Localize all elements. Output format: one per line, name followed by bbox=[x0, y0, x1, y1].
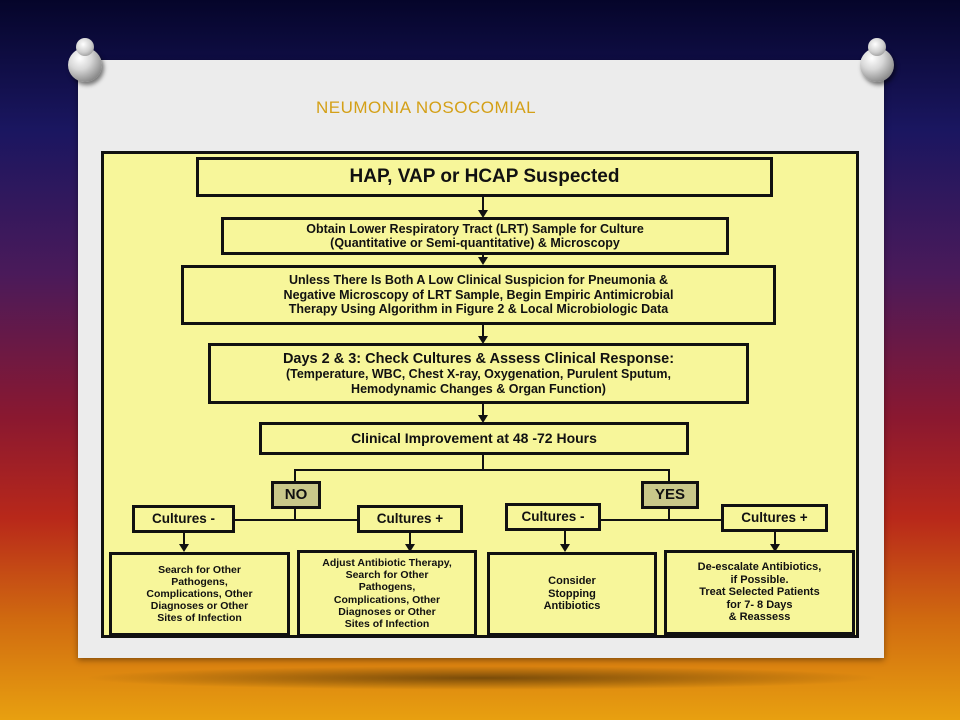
step-check-cultures-title: Days 2 & 3: Check Cultures & Assess Clinical Response: bbox=[282, 350, 675, 367]
outcome-yes-cultures-positive-text: De-escalate Antibiotics, if Possible. Treat Selected Patients for 7- 8 Days & Reassess bbox=[697, 560, 822, 624]
outcome-no-cultures-negative bbox=[109, 552, 290, 636]
yes-cultures-positive bbox=[721, 504, 828, 532]
step-empiric-therapy bbox=[181, 265, 776, 325]
no-cultures-positive bbox=[357, 505, 463, 533]
flowchart bbox=[101, 151, 859, 638]
no-branch-label bbox=[271, 481, 321, 509]
slide-shadow bbox=[82, 666, 882, 690]
connector bbox=[600, 519, 722, 521]
no-cultures-positive-text: Cultures + bbox=[376, 511, 444, 527]
no-cultures-negative bbox=[132, 505, 235, 533]
yes-branch-label-text: YES bbox=[654, 486, 685, 504]
outcome-no-cultures-negative-text: Search for Other Pathogens, Complications, Other Diagnoses or Other Sites of Infection bbox=[146, 563, 253, 625]
yes-cultures-positive-text: Cultures + bbox=[741, 510, 808, 526]
step-suspected bbox=[196, 157, 773, 197]
yes-cultures-negative-text: Cultures - bbox=[521, 509, 585, 525]
connector bbox=[294, 469, 670, 471]
no-branch-label-text: NO bbox=[284, 486, 308, 504]
outcome-yes-cultures-negative-text: Consider Stopping Antibiotics bbox=[543, 575, 601, 613]
no-cultures-negative-text: Cultures - bbox=[151, 511, 215, 527]
outcome-yes-cultures-positive bbox=[664, 550, 855, 635]
step-check-cultures bbox=[208, 343, 749, 404]
yes-branch-label bbox=[641, 481, 699, 509]
step-clinical-improvement-text: Clinical Improvement at 48 -72 Hours bbox=[351, 430, 597, 447]
outcome-no-cultures-positive bbox=[297, 550, 477, 637]
pushpin-icon bbox=[860, 48, 894, 82]
connector bbox=[482, 197, 484, 211]
connector bbox=[564, 531, 566, 545]
arrow-icon bbox=[560, 544, 570, 552]
step-suspected-text: HAP, VAP or HCAP Suspected bbox=[349, 166, 620, 188]
yes-cultures-negative bbox=[505, 503, 601, 531]
arrow-icon bbox=[478, 257, 488, 265]
connector bbox=[234, 519, 359, 521]
step-obtain-sample bbox=[221, 217, 729, 255]
step-empiric-therapy-text: Unless There Is Both A Low Clinical Suspicion for Pneumonia & Negative Microscopy of LRT Sample, Begin Empiric Antimicrobial Therapy Using Algorithm in Figure 2 & Local Microbiologic Data bbox=[283, 273, 674, 317]
step-check-cultures-detail: (Temperature, WBC, Chest X-ray, Oxygenation, Purulent Sputum, Hemodynamic Changes & Organ Function) bbox=[285, 367, 671, 396]
slide-title: NEUMONIA NOSOCOMIAL bbox=[316, 98, 537, 117]
step-clinical-improvement bbox=[259, 422, 689, 455]
pushpin-icon bbox=[68, 48, 102, 82]
arrow-icon bbox=[179, 544, 189, 552]
outcome-yes-cultures-negative bbox=[487, 552, 657, 636]
outcome-no-cultures-positive-text: Adjust Antibiotic Therapy, Search for Other Pathogens, Complications, Other Diagnoses or Other Sites of Infection bbox=[322, 557, 452, 630]
step-obtain-sample-text: Obtain Lower Respiratory Tract (LRT) Sample for Culture (Quantitative or Semi-quantitative) & Microscopy bbox=[306, 221, 644, 250]
